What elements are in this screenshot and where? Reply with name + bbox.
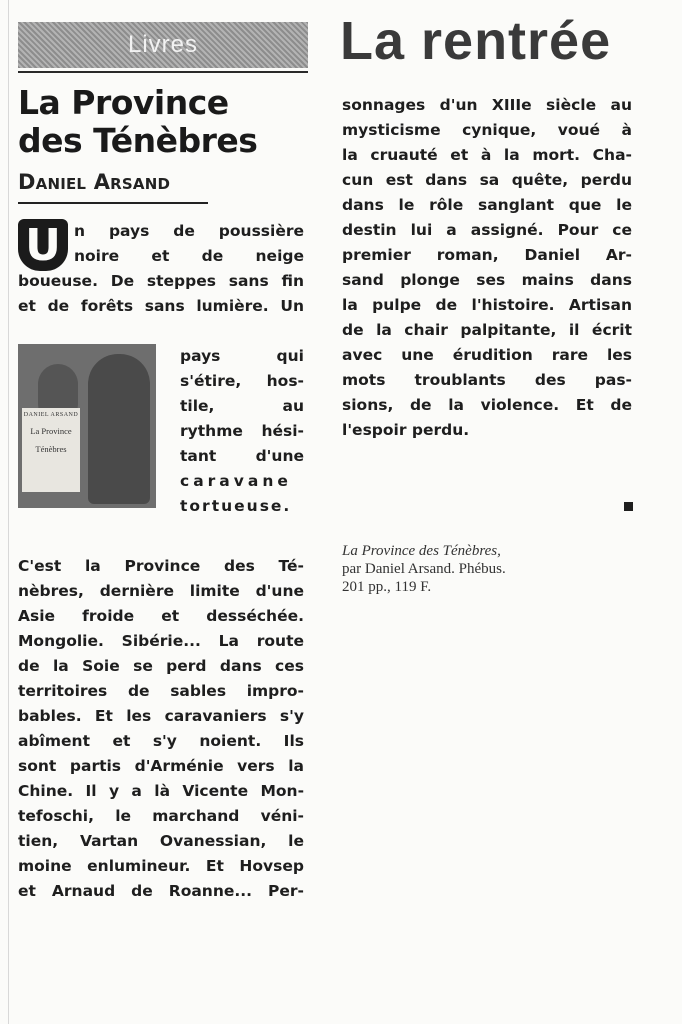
text-line: tant d'une bbox=[180, 447, 304, 465]
text-line: Chine. Il y a là Vicente Mon- bbox=[18, 782, 304, 800]
paragraph-main bbox=[18, 554, 304, 904]
text-line: Asie froide et desséchée. bbox=[18, 607, 304, 625]
text-line: nèbres, dernière limite d'une bbox=[18, 582, 304, 600]
text-line: premier roman, Daniel Ar- bbox=[342, 246, 632, 264]
text-line: territoires de sables impro- bbox=[18, 682, 304, 700]
text-line: la pulpe de l'histoire. Artisan bbox=[342, 296, 632, 314]
text-line: et Arnaud de Roanne... Per- bbox=[18, 882, 304, 900]
text-line: mots troublants des pas- bbox=[342, 371, 632, 389]
author-rule bbox=[18, 202, 208, 204]
article-title bbox=[18, 84, 318, 160]
text-line: tile, au bbox=[180, 397, 304, 415]
text-line: sand plonge ses mains dans bbox=[342, 271, 632, 289]
text-line: pays qui bbox=[180, 347, 304, 365]
text-line: avec une érudition rare les bbox=[342, 346, 632, 364]
text-line: mysticisme cynique, voué à bbox=[342, 121, 632, 139]
text-line: de la chair palpitante, il écrit bbox=[342, 321, 632, 339]
cover-label bbox=[22, 408, 80, 492]
text-line: la cruauté et à la mort. Cha- bbox=[342, 146, 632, 164]
text-line: s'étire, hos- bbox=[180, 372, 304, 390]
banner-rule bbox=[18, 71, 308, 73]
text-line: C'est la Province des Té- bbox=[18, 557, 304, 575]
text-line: abîment et s'y noient. Ils bbox=[18, 732, 304, 750]
text-line: sonnages d'un XIIIe siècle au bbox=[342, 96, 632, 114]
paragraph-opening bbox=[74, 219, 304, 269]
book-reference bbox=[342, 542, 662, 596]
reference-pages-price: 201 pp., 119 F. bbox=[342, 579, 432, 595]
page-heading: La rentrée bbox=[340, 11, 612, 71]
cover-figure bbox=[88, 354, 150, 504]
scan-margin-line bbox=[8, 0, 9, 1024]
paragraph-wrap bbox=[180, 344, 304, 519]
text-line: l'espoir perdu. bbox=[342, 421, 470, 439]
reference-publisher: par Daniel Arsand. Phébus. bbox=[342, 561, 506, 577]
text-line: dans le rôle sanglant que le bbox=[342, 196, 632, 214]
paragraph-column-2 bbox=[342, 93, 632, 443]
text-line: de la Soie se perd dans ces bbox=[18, 657, 304, 675]
text-line: tortueuse. bbox=[180, 497, 292, 515]
text-line: sont partis d'Arménie vers la bbox=[18, 757, 304, 775]
title-line: des Ténèbres bbox=[18, 121, 258, 160]
section-label: Livres bbox=[127, 31, 199, 58]
text-line: destin lui a assigné. Pour ce bbox=[342, 221, 632, 239]
reference-title: La Province des Ténèbres, bbox=[342, 543, 501, 559]
text-line: Mongolie. Sibérie... La route bbox=[18, 632, 304, 650]
article-author: Daniel Arsand bbox=[18, 170, 171, 194]
text-line: tefoschi, le marchand véni- bbox=[18, 807, 304, 825]
end-of-article-mark bbox=[624, 502, 633, 511]
cover-title: Ténèbres bbox=[35, 444, 67, 454]
text-line: caravane bbox=[180, 472, 292, 490]
text-line: cun est dans sa quête, perdu bbox=[342, 171, 632, 189]
cover-title: La Province bbox=[30, 426, 72, 436]
title-line: La Province bbox=[18, 83, 229, 122]
book-cover-image bbox=[18, 344, 156, 508]
text-line: moine enlumineur. Et Hovsep bbox=[18, 857, 304, 875]
text-line: tien, Vartan Ovanessian, le bbox=[18, 832, 304, 850]
cover-author: DANIEL ARSAND bbox=[23, 412, 79, 418]
text-line: sions, de la violence. Et de bbox=[342, 396, 632, 414]
text-line: noire et de neige bbox=[74, 247, 304, 265]
text-line: et de forêts sans lumière. Un bbox=[18, 297, 304, 315]
paragraph-opening-rest bbox=[18, 269, 304, 319]
text-line: bables. Et les caravaniers s'y bbox=[18, 707, 304, 725]
drop-cap: U bbox=[18, 219, 68, 271]
text-line: rythme hési- bbox=[180, 422, 304, 440]
text-line: boueuse. De steppes sans fin bbox=[18, 272, 304, 290]
text-line: n pays de poussière bbox=[74, 222, 304, 240]
section-banner bbox=[18, 22, 308, 68]
